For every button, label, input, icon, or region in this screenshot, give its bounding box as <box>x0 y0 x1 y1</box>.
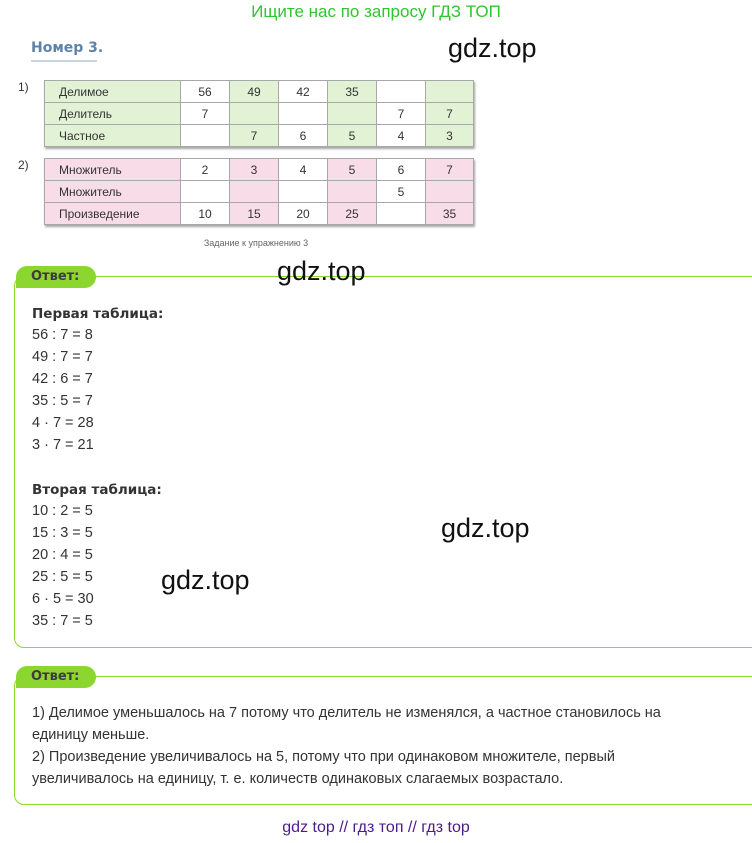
table1-cell: 35 <box>328 81 377 103</box>
table1-cell: 56 <box>181 81 230 103</box>
first-table-line: 4 · 7 = 28 <box>32 415 94 431</box>
table2-row-multiplier-2 <box>45 181 474 203</box>
first-table-line: 49 : 7 = 7 <box>32 349 93 365</box>
table1-cell <box>181 125 230 147</box>
table2-cell: 3 <box>230 159 279 181</box>
table1-row-quotient <box>45 125 474 147</box>
table2 <box>44 158 474 225</box>
table1-cell <box>279 103 328 125</box>
table2-cell: 15 <box>230 203 279 225</box>
table1-row-label: Делитель <box>45 103 181 125</box>
table1-cell: 5 <box>328 125 377 147</box>
table2-row-product <box>45 203 474 225</box>
answer-label-2: Ответ: <box>16 666 96 688</box>
second-table-line: 15 : 3 = 5 <box>32 525 93 541</box>
table2-cell <box>377 203 426 225</box>
table2-cell <box>230 181 279 203</box>
table1-cell: 3 <box>426 125 474 147</box>
table1 <box>44 80 474 147</box>
table2-cell: 4 <box>279 159 328 181</box>
table2-number: 2) <box>18 158 29 172</box>
table1-cell <box>377 81 426 103</box>
table2-cell <box>328 181 377 203</box>
table2-cell <box>279 181 328 203</box>
table1-cell: 7 <box>230 125 279 147</box>
second-table-line: 25 : 5 = 5 <box>32 569 93 585</box>
table2-row-multiplier-1 <box>45 159 474 181</box>
table2-cell: 2 <box>181 159 230 181</box>
table1-row-label: Частное <box>45 125 181 147</box>
table1-row-divisor <box>45 103 474 125</box>
table1-cell: 4 <box>377 125 426 147</box>
watermark-3: gdz.top <box>441 513 530 543</box>
table2-row-label: Произведение <box>45 203 181 225</box>
table1-cell: 6 <box>279 125 328 147</box>
watermark-1: gdz.top <box>448 33 537 63</box>
table1-cell: 42 <box>279 81 328 103</box>
explanation-line: увеличивалось на единицу, т. е. количеств одинаковых слагаемых возрастало. <box>32 771 564 787</box>
second-table-heading: Вторая таблица: <box>32 482 162 498</box>
table1-cell: 49 <box>230 81 279 103</box>
first-table-line: 56 : 7 = 8 <box>32 327 93 343</box>
answer-box-1 <box>14 276 752 648</box>
first-table-heading: Первая таблица: <box>32 306 164 322</box>
table1-cell <box>426 81 474 103</box>
table2-cell <box>426 181 474 203</box>
table1-row-dividend <box>45 81 474 103</box>
problem-title-underline <box>31 60 97 62</box>
first-table-line: 3 · 7 = 21 <box>32 437 94 453</box>
table1-cell: 7 <box>181 103 230 125</box>
watermark-2: gdz.top <box>277 256 366 286</box>
table2-cell: 6 <box>377 159 426 181</box>
first-table-line: 35 : 5 = 7 <box>32 393 93 409</box>
first-table-line: 42 : 6 = 7 <box>32 371 93 387</box>
table-caption: Задание к упражнению 3 <box>203 238 309 248</box>
table1-cell: 7 <box>377 103 426 125</box>
answer-label-1: Ответ: <box>16 266 96 288</box>
second-table-line: 35 : 7 = 5 <box>32 613 93 629</box>
explanation-line: 1) Делимое уменьшалось на 7 потому что делитель не изменялся, а частное становилось на <box>32 705 661 721</box>
table1-cell <box>328 103 377 125</box>
explanation-line: единицу меньше. <box>32 727 150 743</box>
second-table-line: 6 · 5 = 30 <box>32 591 94 607</box>
table2-row-label: Множитель <box>45 181 181 203</box>
explanation-line: 2) Произведение увеличивалось на 5, потому что при одинаковом множителе, первый <box>32 749 615 765</box>
footer-links: gdz top // гдз топ // гдз top <box>282 819 470 836</box>
table1-row-label: Делимое <box>45 81 181 103</box>
table2-cell: 20 <box>279 203 328 225</box>
second-table-line: 20 : 4 = 5 <box>32 547 93 563</box>
table1-cell <box>230 103 279 125</box>
table1-cell: 7 <box>426 103 474 125</box>
table2-cell: 25 <box>328 203 377 225</box>
problem-title: Номер 3. <box>31 40 104 56</box>
watermark-4: gdz.top <box>161 565 250 595</box>
table2-cell <box>181 181 230 203</box>
table2-row-label: Множитель <box>45 159 181 181</box>
table2-cell: 5 <box>328 159 377 181</box>
table2-cell: 35 <box>426 203 474 225</box>
top-banner: Ищите нас по запросу ГДЗ ТОП <box>251 2 501 21</box>
table1-number: 1) <box>18 80 29 94</box>
table2-cell: 5 <box>377 181 426 203</box>
second-table-line: 10 : 2 = 5 <box>32 503 93 519</box>
table2-cell: 7 <box>426 159 474 181</box>
table2-cell: 10 <box>181 203 230 225</box>
